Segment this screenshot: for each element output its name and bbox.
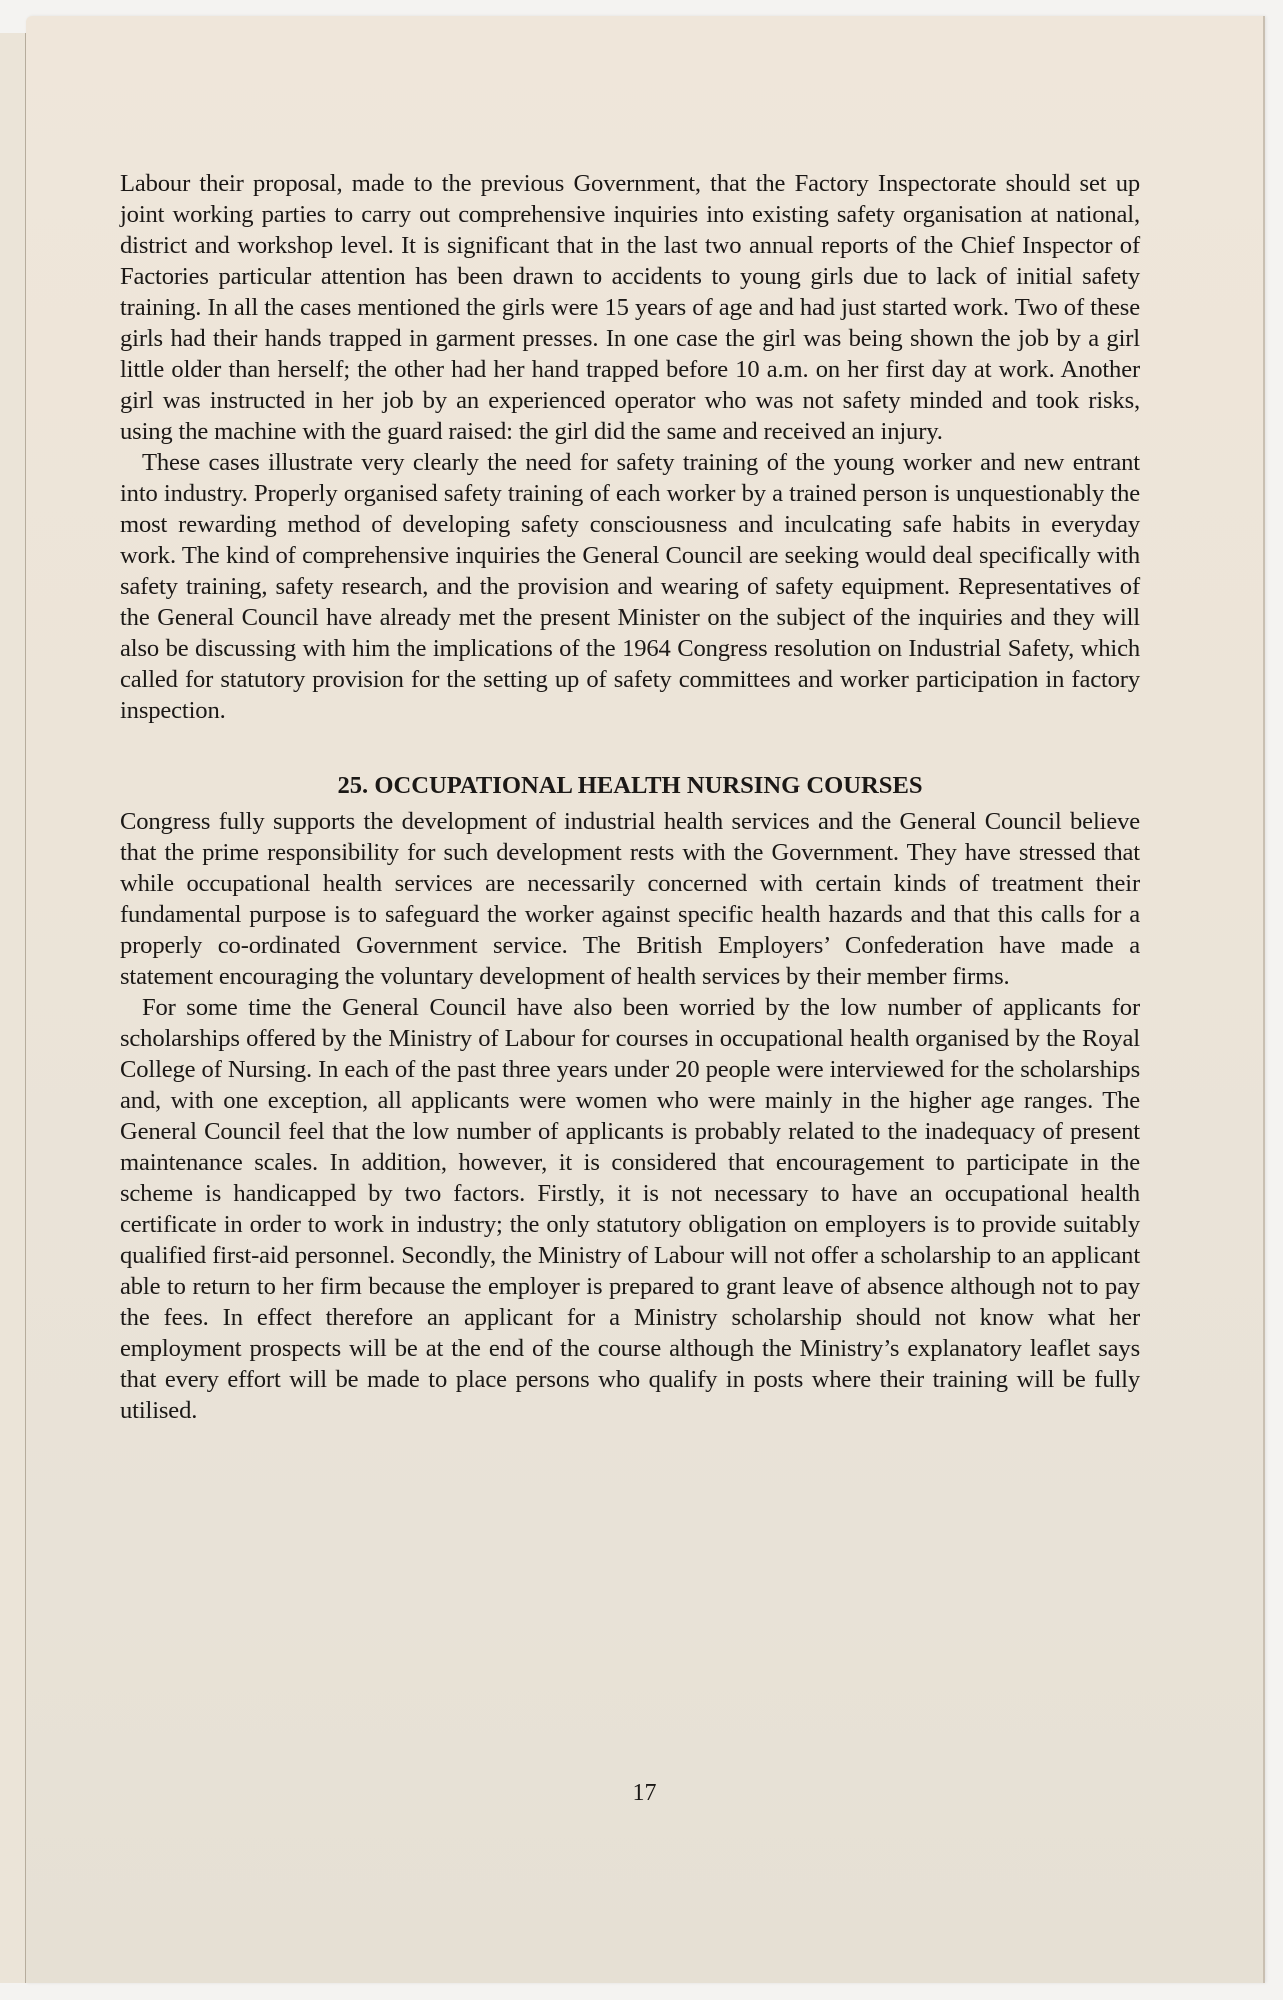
facing-page-edge [0, 33, 26, 1983]
page-number: 17 [632, 1780, 657, 1806]
paragraph-industrial-health-services: Congress fully supports the development of industrial health services and the General Council believe that the prime responsibility for such development rests with the Government. They have stressed that while occupational health services are necessarily concerned with certain kinds of treatment their fundamental purpose is to safeguard the worker against specific health hazards and that this calls for a properly co-ordinated Government service. The British Employers’ Confederation have made a statement encouraging the voluntary development of health services by their member firms. [120, 808, 1140, 990]
paragraph-safety-training: These cases illustrate very clearly the need for safety training of the young worker and new entrant into industry. Properly organised safety training of each worker by a trained person is unquestionably the most rewarding method of developing safety consciousness and inculcating safe habits in everyday work. The kind of comprehensive inquiries the General Council are seeking would deal specifically with safety training, safety research, and the provision and wearing of safety equipment. Representatives of the General Council have already met the present Minister on the subject of the inquiries and they will also be discussing with him the implications of the 1964 Congress resolution on Industrial Safety, which called for statutory provision for the setting up of safety committees and worker participation in factory inspection. [120, 449, 1140, 724]
page-body [120, 168, 1140, 1426]
document-page [26, 16, 1265, 1983]
paragraph-scholarship-applicants: For some time the General Council have also been worried by the low number of applicants for scholarships offered by the Ministry of Labour for courses in occupational health organised by the Royal College of Nursing. In each of the past three years under 20 people were interviewed for the scholarships and, with one exception, all applicants were women who were mainly in the higher age ranges. The General Council feel that the low number of applicants is probably related to the inadequacy of present maintenance scales. In addition, however, it is considered that encouragement to participate in the scheme is handicapped by two factors. Firstly, it is not necessary to have an occupational health certificate in order to work in industry; the only statutory obligation on employers is to provide suitably qualified first-aid personnel. Secondly, the Ministry of Labour will not offer a scholarship to an applicant able to return to her firm because the employer is prepared to grant leave of absence although not to pay the fees. In effect therefore an applicant for a Ministry scholarship should not know what her employment prospects will be at the end of the course although the Ministry’s explanatory leaflet says that every effort will be made to place persons who qualify in posts where their training will be fully utilised. [120, 994, 1140, 1424]
section-heading-occupational-health: 25. OCCUPATIONAL HEALTH NURSING COURSES [337, 772, 923, 799]
paragraph-safety-inquiries: Labour their proposal, made to the previous Government, that the Factory Inspectorate should set up joint working parties to carry out comprehensive inquiries into existing safety organisation at national, district and workshop level. It is significant that in the last two annual reports of the Chief Inspector of Factories particular attention has been drawn to accidents to young girls due to lack of initial safety training. In all the cases mentioned the girls were 15 years of age and had just started work. Two of these girls had their hands trapped in garment presses. In one case the girl was being shown the job by a girl little older than herself; the other had her hand trapped before 10 a.m. on her first day at work. Another girl was instructed in her job by an experienced operator who was not safety minded and took risks, using the machine with the guard raised: the girl did the same and received an injury. [120, 170, 1140, 445]
